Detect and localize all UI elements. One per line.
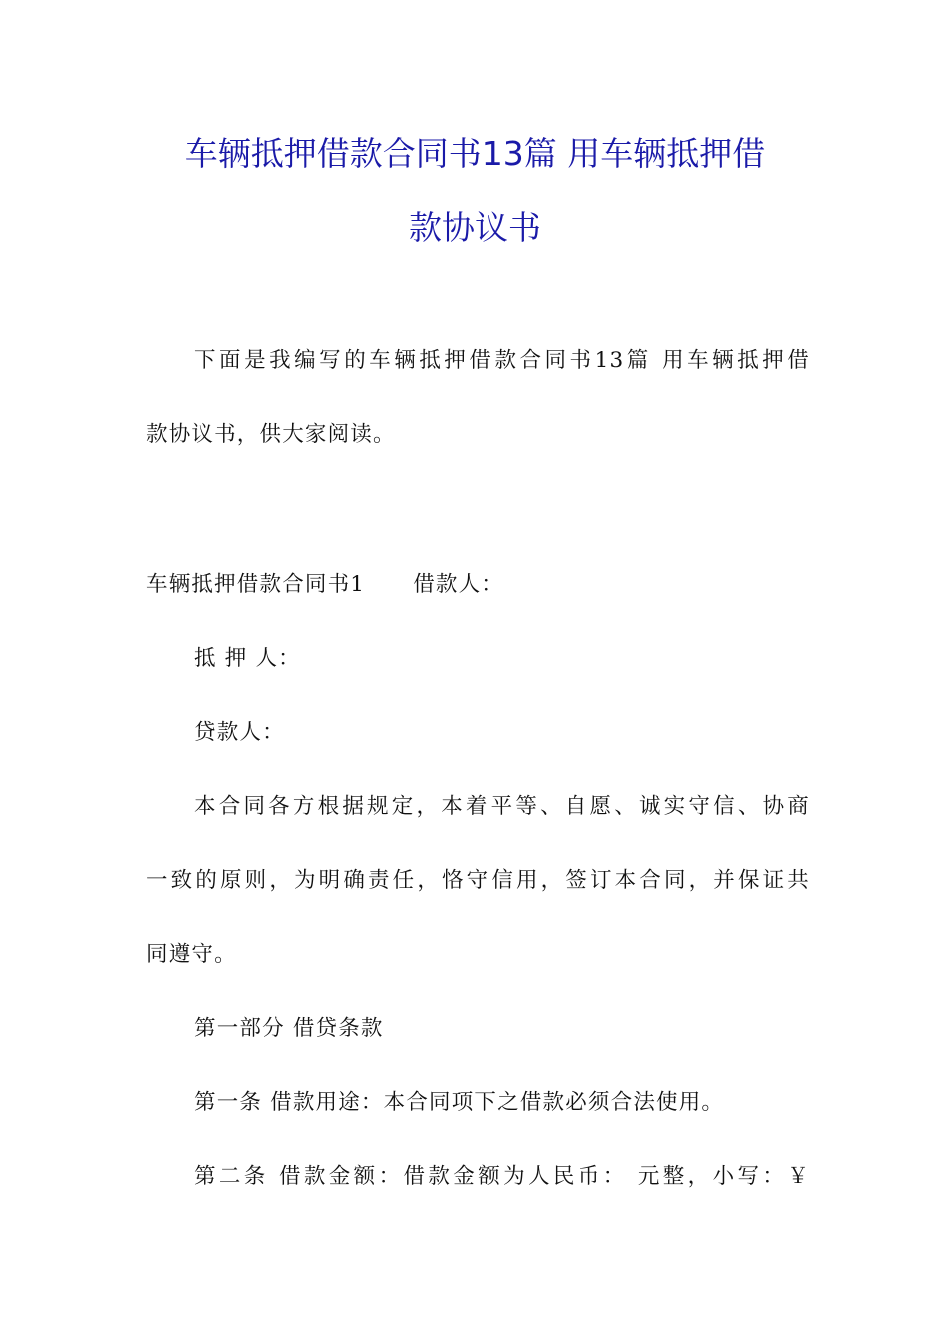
paragraph-1-line-3: 同遵守。 [146,942,237,967]
lender-label: 贷款人： [194,720,285,745]
article-2: 第二条 借款金额：借款金额为人民币： 元整，小写：￥ [194,1164,810,1189]
section-heading-row [146,570,810,600]
document-title-line-2: 款协议书 [409,208,541,247]
mortgagor-label: 抵 押 人： [194,646,301,671]
intro-line-2: 款协议书，供大家阅读。 [146,422,396,447]
section-heading: 车辆抵押借款合同书1 [146,572,366,597]
article-1: 第一条 借款用途：本合同项下之借款必须合法使用。 [194,1090,725,1115]
part-1-heading: 第一部分 借贷条款 [194,1016,384,1041]
borrower-label: 借款人： [413,572,504,597]
document-title-line-1: 车辆抵押借款合同书13篇 用车辆抵押借 [184,134,766,173]
intro-line-1: 下面是我编写的车辆抵押借款合同书13篇 用车辆抵押借 [194,348,810,373]
paragraph-1-line-2: 一致的原则，为明确责任，恪守信用，签订本合同，并保证共 [146,868,810,893]
paragraph-1-line-1: 本合同各方根据规定，本着平等、自愿、诚实守信、协商 [194,794,810,819]
